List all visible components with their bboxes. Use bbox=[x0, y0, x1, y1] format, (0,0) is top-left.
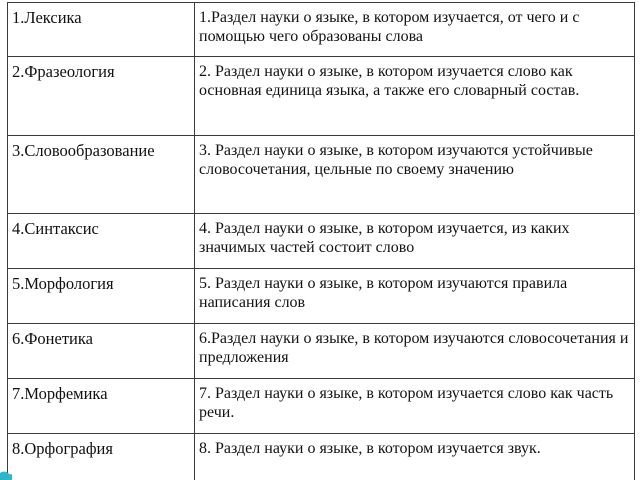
definition-cell: 8. Раздел науки о языке, в котором изучается звук. bbox=[195, 434, 635, 480]
table-row bbox=[8, 57, 635, 136]
term-cell: 4.Синтаксис bbox=[8, 214, 195, 269]
definition-cell: 1.Раздел науки о языке, в котором изучается, от чего и с помощью чего образованы слова bbox=[195, 3, 635, 57]
definition-cell: 2. Раздел науки о языке, в котором изучается слово как основная единица языка, а также его словарный состав. bbox=[195, 57, 635, 136]
table-row bbox=[8, 214, 635, 269]
definition-cell: 4. Раздел науки о языке, в котором изучается, из каких значимых частей состоит слово bbox=[195, 214, 635, 269]
flag-shape-icon bbox=[0, 470, 12, 480]
term-cell: 2.Фразеология bbox=[8, 57, 195, 136]
table-row bbox=[8, 3, 635, 57]
table-row bbox=[8, 136, 635, 214]
term-cell: 8.Орфография bbox=[8, 434, 195, 480]
terms-definitions-table bbox=[7, 2, 635, 480]
definition-cell: 5. Раздел науки о языке, в котором изучаются правила написания слов bbox=[195, 269, 635, 324]
term-cell: 3.Словообразование bbox=[8, 136, 195, 214]
definition-cell: 6.Раздел науки о языке, в котором изучаются словосочетания и предложения bbox=[195, 324, 635, 379]
table-row bbox=[8, 434, 635, 480]
term-cell: 7.Морфемика bbox=[8, 379, 195, 434]
term-cell: 6.Фонетика bbox=[8, 324, 195, 379]
table-row bbox=[8, 269, 635, 324]
definition-cell: 3. Раздел науки о языке, в котором изучаются устойчивые словосочетания, цельные по своему значению bbox=[195, 136, 635, 214]
definition-cell: 7. Раздел науки о языке, в котором изучается слово как часть речи. bbox=[195, 379, 635, 434]
term-cell: 1.Лексика bbox=[8, 3, 195, 57]
table-row bbox=[8, 379, 635, 434]
term-cell: 5.Морфология bbox=[8, 269, 195, 324]
table-row bbox=[8, 324, 635, 379]
